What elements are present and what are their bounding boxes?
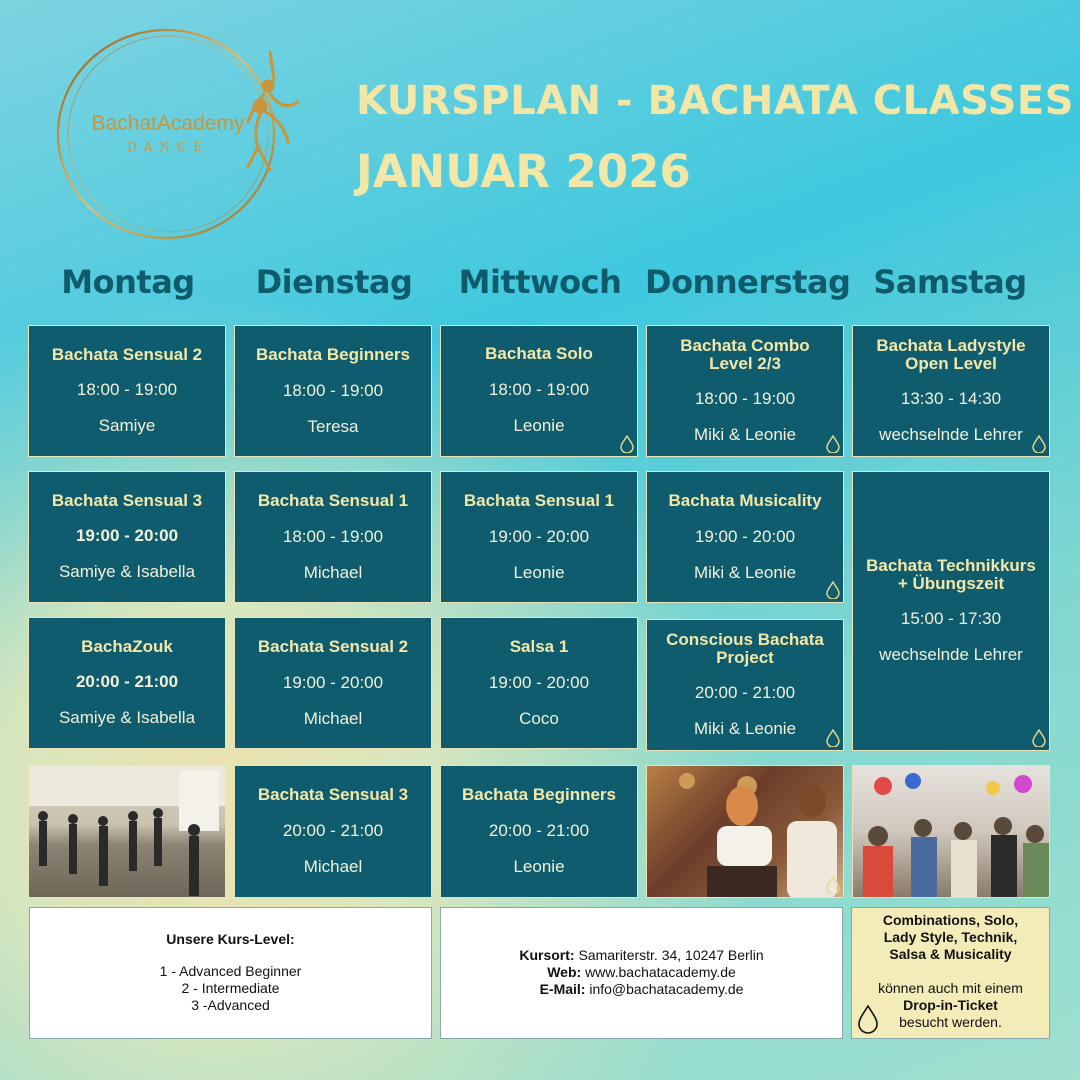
dropin-ticket-label: Drop-in-Ticket (903, 997, 998, 1013)
class-title: Bachata Sensual 3 (51, 491, 203, 510)
location-label: Kursort: (519, 947, 575, 963)
dropin-box (851, 907, 1050, 1039)
class-time: 18:00 - 19:00 (282, 381, 384, 400)
class-teacher: Michael (303, 709, 363, 728)
levels-heading: Unsere Kurs-Level: (166, 931, 295, 947)
class-teacher: Samiye & Isabella (58, 562, 196, 581)
class-title: Bachata Combo (680, 336, 810, 355)
class-time: 19:00 - 20:00 (75, 526, 179, 545)
class-time: 20:00 - 21:00 (694, 683, 796, 702)
class-teacher: Leonie (513, 416, 565, 435)
class-teacher: wechselnde Lehrer (879, 645, 1023, 664)
class-time: 19:00 - 20:00 (694, 527, 796, 546)
class-teacher: Michael (303, 857, 363, 876)
class-title-line2: Project (716, 648, 774, 667)
class-card[interactable] (646, 471, 844, 603)
web-link[interactable]: www.bachatacademy.de (585, 964, 736, 980)
class-time: 20:00 - 21:00 (488, 821, 590, 840)
class-teacher: Miki & Leonie (693, 719, 797, 738)
day-header-wednesday: Mittwoch (458, 263, 622, 301)
page-subtitle: JANUAR 2026 (356, 145, 691, 198)
dropin-text: können auch mit einem (878, 980, 1023, 996)
day-header-monday: Montag (61, 263, 195, 301)
crowd-icon (853, 766, 1050, 898)
couple-dance-photo (646, 765, 844, 898)
class-title: Bachata Musicality (668, 491, 822, 510)
class-title: Bachata Sensual 2 (257, 637, 409, 656)
class-card[interactable] (234, 617, 432, 749)
drop-in-icon (1032, 435, 1046, 453)
class-title: Bachata Technikkurs (866, 556, 1036, 575)
class-time: 20:00 - 21:00 (75, 672, 179, 691)
drop-in-icon (620, 435, 634, 453)
class-card[interactable] (234, 765, 432, 898)
dancing-couple-icon (647, 766, 844, 898)
dancers-group-icon (29, 766, 226, 898)
class-card[interactable] (28, 471, 226, 603)
class-card[interactable] (852, 325, 1050, 457)
class-time: 20:00 - 21:00 (282, 821, 384, 840)
class-teacher: Coco (519, 709, 559, 728)
class-card[interactable] (234, 325, 432, 457)
level-item: 3 -Advanced (191, 997, 270, 1013)
level-item: 1 - Advanced Beginner (159, 963, 302, 979)
logo-name: BachatAcademy (91, 112, 245, 135)
class-teacher: Leonie (513, 857, 565, 876)
day-header-saturday: Samstag (873, 263, 1027, 301)
class-card[interactable] (646, 619, 844, 751)
class-title: Bachata Sensual 3 (257, 785, 409, 804)
level-item: 2 - Intermediate (181, 980, 280, 996)
dropin-text-end: besucht werden. (899, 1014, 1002, 1030)
class-title-line2: Level 2/3 (709, 354, 781, 373)
class-teacher: Leonie (513, 563, 565, 582)
class-time: 19:00 - 20:00 (488, 673, 590, 692)
class-time: 19:00 - 20:00 (488, 527, 590, 546)
class-card[interactable] (852, 471, 1050, 751)
party-photo (852, 765, 1050, 898)
class-card[interactable] (440, 765, 638, 898)
contact-box (440, 907, 843, 1039)
dropin-heading-line: Combinations, Solo, (882, 912, 1019, 928)
day-header-tuesday: Dienstag (255, 263, 413, 301)
drop-in-icon (1032, 729, 1046, 747)
academy-logo (48, 22, 304, 244)
class-time: 18:00 - 19:00 (282, 527, 384, 546)
levels-box (29, 907, 432, 1039)
class-card[interactable] (28, 617, 226, 749)
location-value: Samariterstr. 34, 10247 Berlin (578, 947, 764, 963)
class-title: Conscious Bachata (666, 630, 824, 649)
class-title: Bachata Solo (485, 344, 593, 363)
class-teacher: Miki & Leonie (693, 425, 797, 444)
class-teacher: Samiye & Isabella (58, 708, 196, 727)
drop-in-icon (826, 876, 840, 894)
class-teacher: Samiye (98, 416, 156, 435)
dropin-heading-line: Lady Style, Technik, (883, 929, 1018, 945)
drop-in-icon (857, 1004, 879, 1034)
class-title: Bachata Beginners (462, 785, 616, 804)
web-line (441, 964, 842, 981)
class-time: 18:00 - 19:00 (694, 389, 796, 408)
dropin-heading-line: Salsa & Musicality (889, 946, 1012, 962)
class-title: Bachata Sensual 1 (257, 491, 409, 510)
class-title: Bachata Sensual 1 (463, 491, 615, 510)
drop-in-icon (826, 435, 840, 453)
class-title: Bachata Beginners (256, 345, 410, 364)
class-card[interactable] (440, 325, 638, 457)
class-card[interactable] (440, 471, 638, 603)
class-teacher: Michael (303, 563, 363, 582)
drop-in-icon (826, 581, 840, 599)
class-teacher: Teresa (307, 417, 359, 436)
class-card[interactable] (234, 471, 432, 603)
class-title: BachaZouk (81, 637, 173, 656)
class-time: 15:00 - 17:30 (900, 609, 1002, 628)
class-card[interactable] (646, 325, 844, 457)
class-title: Bachata Ladystyle (876, 336, 1026, 355)
email-line (441, 981, 842, 998)
class-time: 13:30 - 14:30 (900, 389, 1002, 408)
class-teacher: Miki & Leonie (693, 563, 797, 582)
email-label: E-Mail: (539, 981, 586, 997)
page-title: KURSPLAN - BACHATA CLASSES (356, 78, 1075, 124)
logo-subtitle: DANCE (127, 140, 209, 154)
web-label: Web: (547, 964, 582, 980)
class-teacher: wechselnde Lehrer (879, 425, 1023, 444)
class-title-line2: + Übungszeit (897, 574, 1005, 593)
day-header-thursday: Donnerstag (645, 263, 851, 301)
class-title: Bachata Sensual 2 (51, 345, 203, 364)
class-card[interactable] (440, 617, 638, 749)
class-time: 18:00 - 19:00 (76, 380, 178, 399)
drop-in-icon (826, 729, 840, 747)
class-time: 19:00 - 20:00 (282, 673, 384, 692)
class-title-line2: Open Level (905, 354, 997, 373)
class-title: Salsa 1 (509, 637, 569, 656)
email-link[interactable]: info@bachatacademy.de (589, 981, 744, 997)
class-card[interactable] (28, 325, 226, 457)
class-time: 18:00 - 19:00 (488, 380, 590, 399)
location-line (441, 947, 842, 964)
studio-photo (28, 765, 226, 898)
